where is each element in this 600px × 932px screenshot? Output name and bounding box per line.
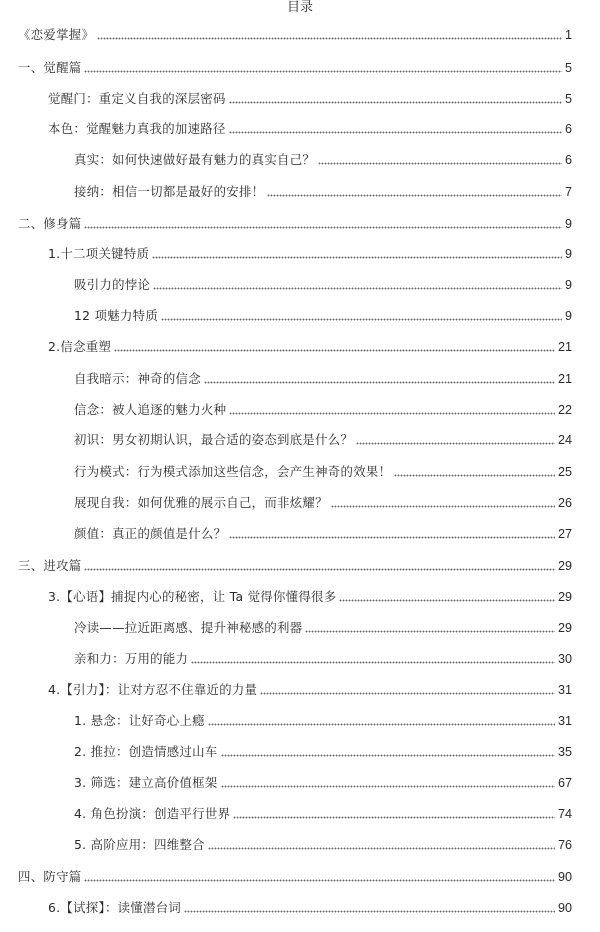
toc-entry-text: 3.【心语】捕捉内心的秘密，让 Ta 觉得你懂得很多 xyxy=(48,589,337,604)
toc-page-number: 90 xyxy=(557,870,572,884)
toc-page-number: 31 xyxy=(557,714,572,728)
toc-page-number: 90 xyxy=(557,901,572,915)
dot-leader xyxy=(97,34,562,40)
toc-entry-part-4[interactable] xyxy=(18,867,572,887)
toc-entry-part-1[interactable] xyxy=(18,58,572,78)
toc-page-number: 7 xyxy=(564,185,572,199)
dot-leader xyxy=(394,471,555,477)
toc-entry-section[interactable] xyxy=(48,89,572,109)
toc-entry-text: 3. 筛选：建立高价值框架 xyxy=(74,775,218,790)
toc-page-number: 6 xyxy=(564,153,572,167)
toc-entry-subsection[interactable] xyxy=(74,804,572,824)
toc-entry-text: 行为模式：行为模式添加这些信念，会产生神奇的效果！ xyxy=(74,464,392,479)
dot-leader xyxy=(114,346,555,352)
toc-entry-subsection[interactable] xyxy=(74,150,572,170)
dot-leader xyxy=(84,565,555,571)
toc-entry-subsection[interactable] xyxy=(74,742,572,762)
toc-entry-subsection[interactable] xyxy=(74,462,572,482)
dot-leader xyxy=(267,191,562,197)
dot-leader xyxy=(305,627,555,633)
dot-leader xyxy=(84,876,555,882)
toc-entry-text: 自我暗示：神奇的信念 xyxy=(74,371,201,386)
toc-entry-subsection[interactable] xyxy=(74,835,572,855)
toc-page-number: 21 xyxy=(557,372,572,386)
toc-entry-section[interactable] xyxy=(48,587,572,607)
toc-entry-text: 一、觉醒篇 xyxy=(18,60,82,75)
toc-entry-text: 亲和力：万用的能力 xyxy=(74,651,189,666)
toc-entry-subsection[interactable] xyxy=(74,306,572,326)
toc-entry-text: 1.十二项关键特质 xyxy=(48,246,150,261)
toc-page-number: 9 xyxy=(564,278,572,292)
toc-entry-text: 《恋爱掌握》 xyxy=(18,27,95,42)
toc-entry-text: 4. 角色扮演：创造平行世界 xyxy=(74,806,231,821)
toc-entry-text: 吸引力的悖论 xyxy=(74,277,151,292)
toc-page-number: 9 xyxy=(564,217,572,231)
toc-page-number: 74 xyxy=(557,807,572,821)
dot-leader xyxy=(84,223,562,229)
dot-leader xyxy=(204,378,555,384)
dot-leader xyxy=(153,284,562,290)
dot-leader xyxy=(152,253,562,259)
toc-entry-subsection[interactable] xyxy=(74,711,572,731)
toc-page-number: 29 xyxy=(557,621,572,635)
toc-entry-subsection[interactable] xyxy=(74,493,572,513)
dot-leader xyxy=(191,658,555,664)
toc-entry-text: 12 项魅力特质 xyxy=(74,308,159,323)
toc-entry-subsection[interactable] xyxy=(74,618,572,638)
dot-leader xyxy=(229,533,555,539)
toc-entry-text: 6.【试探】：读懂潜台词 xyxy=(48,900,182,915)
toc-page-number: 9 xyxy=(564,247,572,261)
toc-entry-text: 1. 悬念：让好奇心上瘾 xyxy=(74,713,205,728)
toc-entry-text: 接纳：相信一切都是最好的安排！ xyxy=(74,184,265,199)
toc-entry-text: 信念：被人追逐的魅力火种 xyxy=(74,402,227,417)
toc-entry-subsection[interactable] xyxy=(74,649,572,669)
toc-entry-text: 三、进攻篇 xyxy=(18,558,82,573)
toc-entry-part-3[interactable] xyxy=(18,556,572,576)
toc-entry-book-title[interactable] xyxy=(18,25,572,45)
toc-page-number: 1 xyxy=(564,28,572,42)
dot-leader xyxy=(356,439,555,445)
dot-leader xyxy=(229,98,562,104)
dot-leader xyxy=(84,67,562,73)
toc-entry-section[interactable] xyxy=(48,244,572,264)
toc-page-number: 21 xyxy=(557,340,572,354)
toc-entry-section[interactable] xyxy=(48,680,572,700)
toc-page-number: 6 xyxy=(564,122,572,136)
toc-entry-section[interactable] xyxy=(48,898,572,918)
toc-entry-text: 初识：男女初期认识，最合适的姿态到底是什么？ xyxy=(74,432,354,447)
toc-entry-text: 本色：觉醒魅力真我的加速路径 xyxy=(48,121,226,136)
toc-entry-subsection[interactable] xyxy=(74,182,572,202)
page-title: 目录 xyxy=(286,0,313,15)
dot-leader xyxy=(161,315,562,321)
dot-leader xyxy=(339,596,555,602)
toc-entry-text: 5. 高阶应用：四维整合 xyxy=(74,837,205,852)
dot-leader xyxy=(260,689,555,695)
toc-page-number: 27 xyxy=(557,527,572,541)
toc-page-number: 9 xyxy=(564,309,572,323)
toc-entry-subsection[interactable] xyxy=(74,524,572,544)
toc-entry-text: 2.信念重塑 xyxy=(48,339,112,354)
toc-page-number: 67 xyxy=(557,776,572,790)
toc-entry-text: 四、防守篇 xyxy=(18,869,82,884)
toc-page-number: 29 xyxy=(557,559,572,573)
toc-page-number: 29 xyxy=(557,590,572,604)
toc-page-number: 31 xyxy=(557,683,572,697)
dot-leader xyxy=(233,813,555,819)
toc-page-number: 5 xyxy=(564,61,572,75)
dot-leader xyxy=(221,751,555,757)
toc-page-number: 35 xyxy=(557,745,572,759)
toc-entry-text: 真实：如何快速做好最有魅力的真实自己？ xyxy=(74,152,316,167)
toc-page-number: 5 xyxy=(564,92,572,106)
dot-leader xyxy=(229,409,555,415)
dot-leader xyxy=(229,128,562,134)
toc-entry-text: 颜值：真正的颜值是什么？ xyxy=(74,526,227,541)
toc-entry-text: 4.【引力】：让对方忍不住靠近的力量 xyxy=(48,682,258,697)
toc-entry-section[interactable] xyxy=(48,119,572,139)
toc-entry-text: 冷读——拉近距离感、提升神秘感的利器 xyxy=(74,620,303,635)
toc-entry-text: 二、修身篇 xyxy=(18,216,82,231)
toc-entry-subsection[interactable] xyxy=(74,369,572,389)
toc-entry-text: 觉醒门：重定义自我的深层密码 xyxy=(48,91,226,106)
toc-entry-text: 展现自我：如何优雅的展示自己，而非炫耀？ xyxy=(74,495,328,510)
toc-page-number: 25 xyxy=(557,465,572,479)
toc-entry-subsection[interactable] xyxy=(74,275,572,295)
toc-entry-subsection[interactable] xyxy=(74,773,572,793)
toc-page-number: 30 xyxy=(557,652,572,666)
dot-leader xyxy=(318,159,562,165)
dot-leader xyxy=(184,907,555,913)
dot-leader xyxy=(331,502,555,508)
toc-entry-subsection[interactable] xyxy=(74,430,572,450)
dot-leader xyxy=(208,720,555,726)
toc-entry-subsection[interactable] xyxy=(74,400,572,420)
toc-entry-section[interactable] xyxy=(48,337,572,357)
toc-page-number: 26 xyxy=(557,496,572,510)
dot-leader xyxy=(208,844,555,850)
dot-leader xyxy=(221,782,555,788)
toc-entry-part-2[interactable] xyxy=(18,214,572,234)
toc-page-number: 24 xyxy=(557,433,572,447)
toc-page-number: 76 xyxy=(557,838,572,852)
toc-entry-text: 2. 推拉：创造情感过山车 xyxy=(74,744,218,759)
toc-page-number: 22 xyxy=(557,403,572,417)
